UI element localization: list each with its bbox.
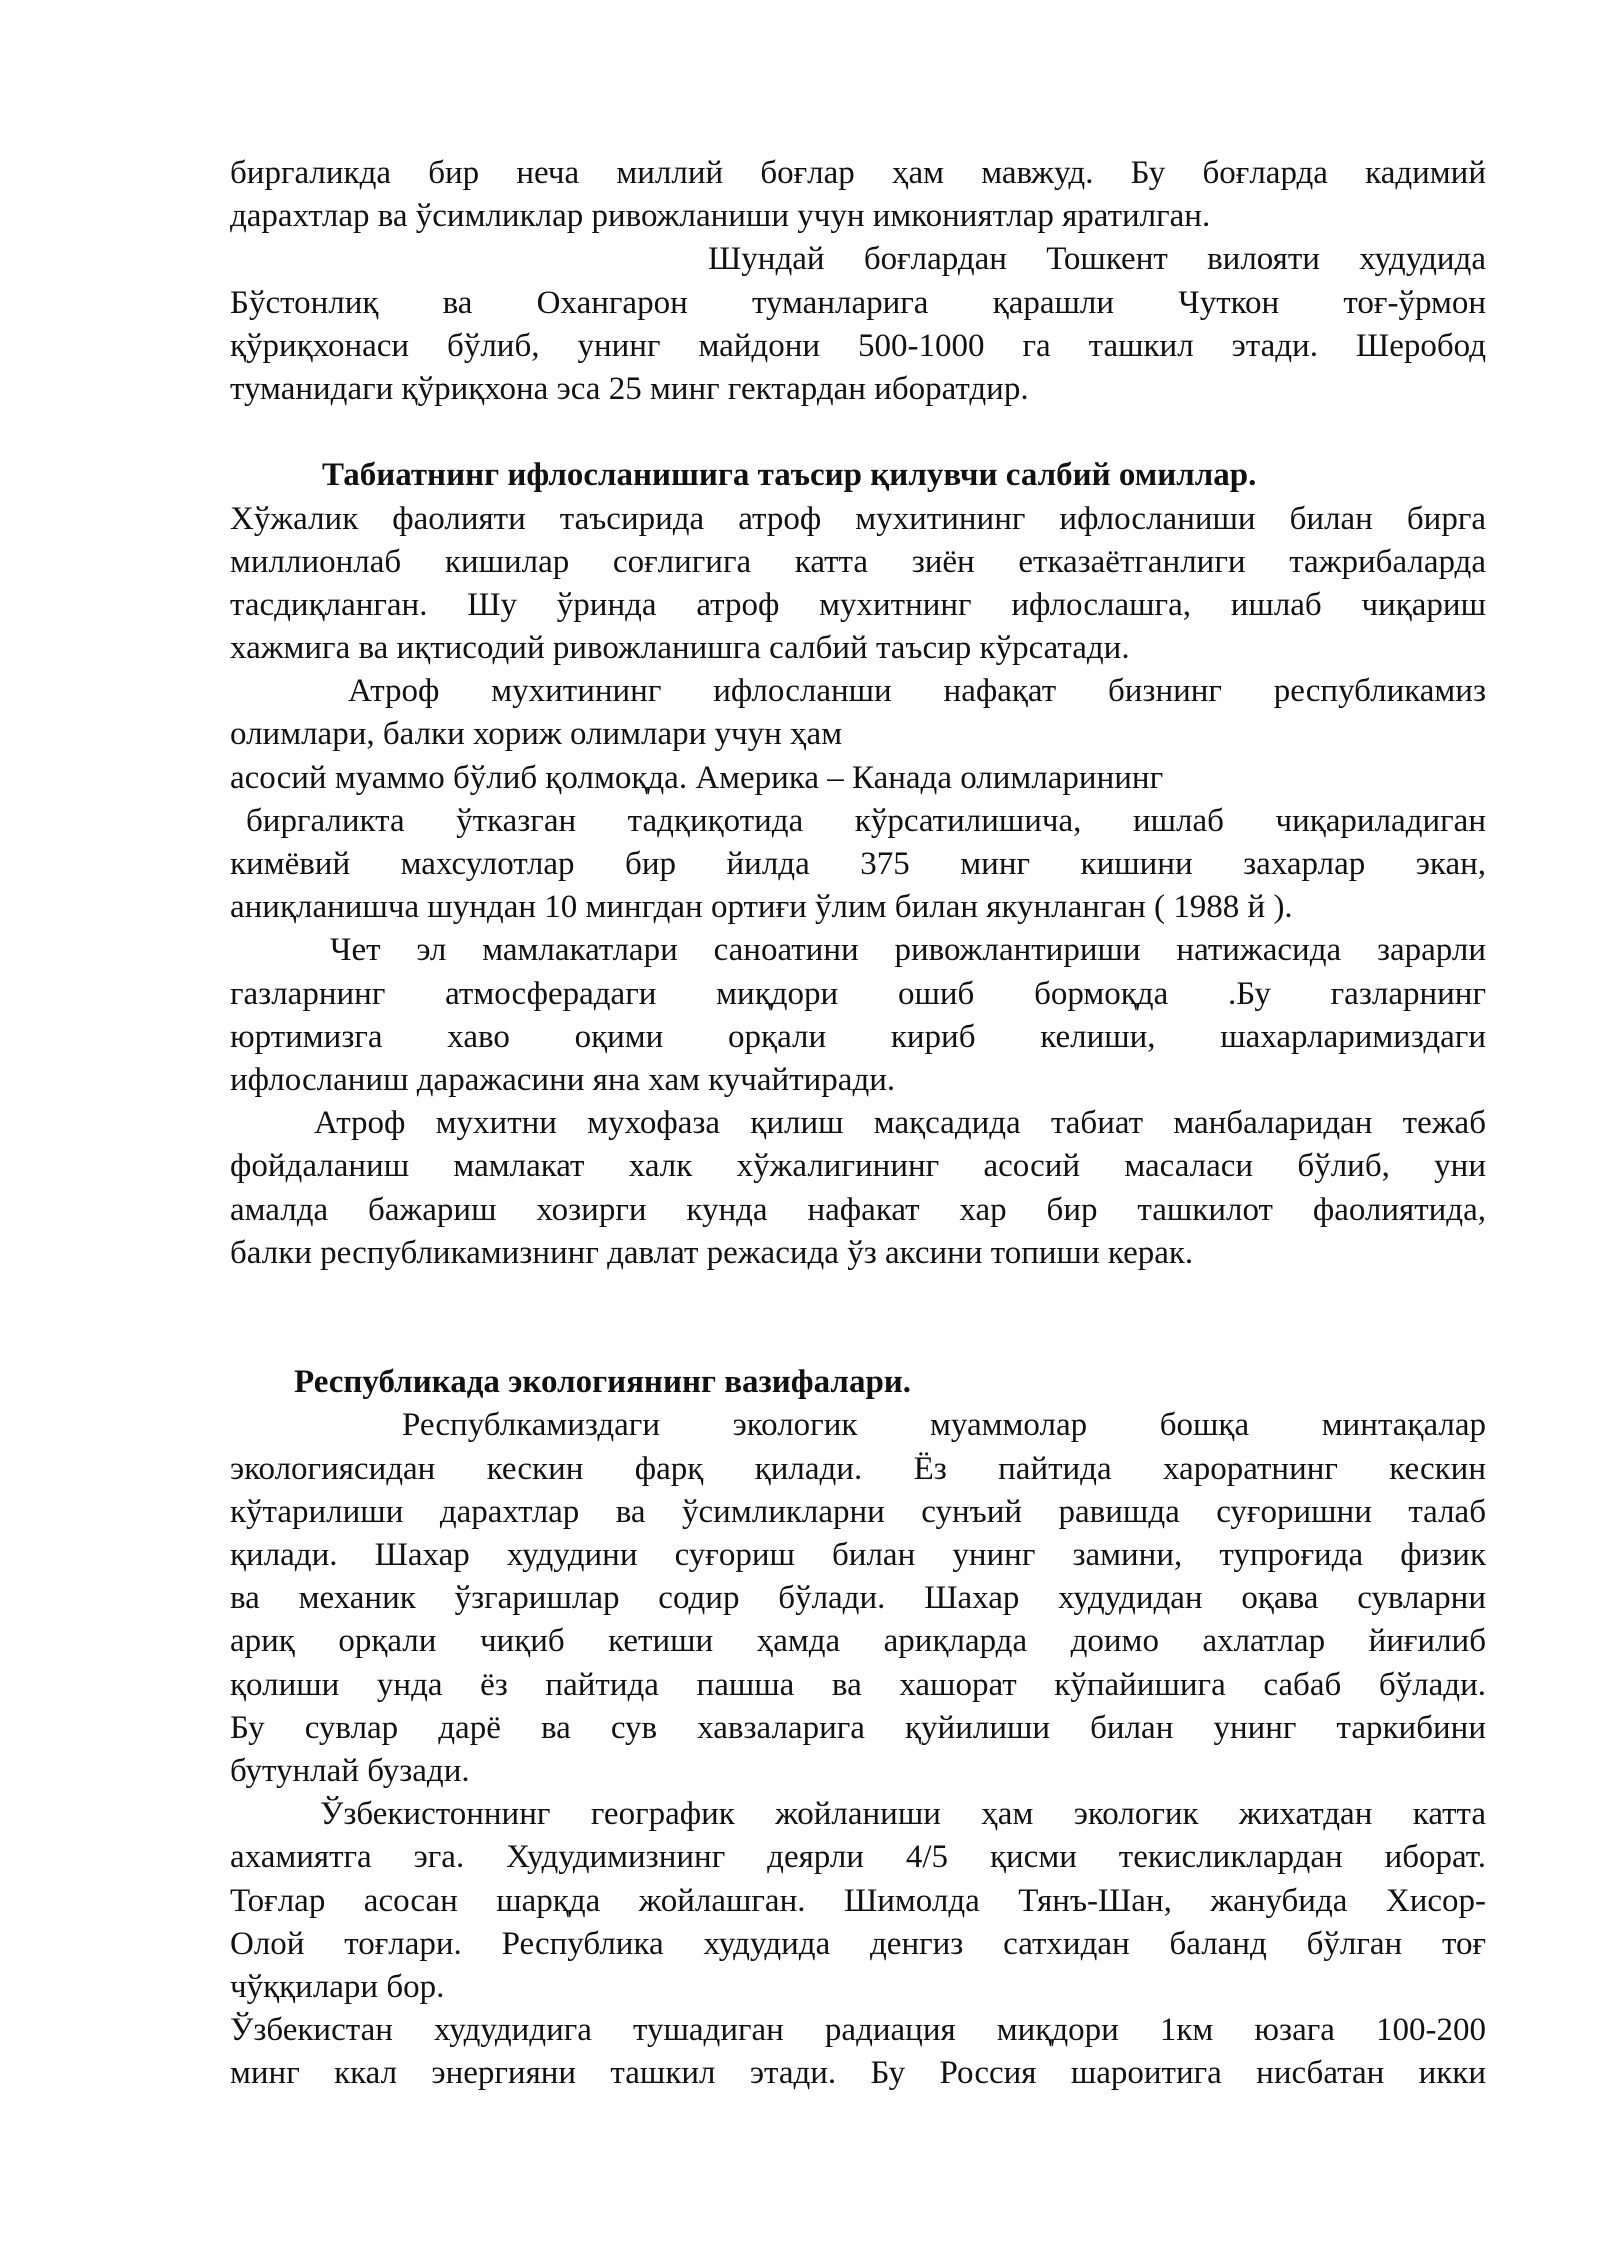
spacer — [230, 1275, 1486, 1361]
text-line: туманидаги қўриқхона эса 25 минг гектардан иборатдир. — [230, 370, 1029, 407]
paragraph — [230, 1102, 1486, 1275]
text-line: асосий муаммо бўлиб қолмоқда. Америка – Канада олимларининг — [230, 759, 1164, 796]
paragraph — [230, 1793, 1486, 2009]
text-line: Ўзбекистан худудидига тушадиган радиация миқдори 1км юзага 100-200 — [230, 2012, 1486, 2049]
text-line: минг ккал энергияни ташкил этади. Бу Россия шароитига нисбатан икки — [230, 2055, 1486, 2092]
paragraph — [230, 929, 1486, 1102]
text-line: Тоғлар асосан шарқда жойлашган. Шимолда Тянъ-Шан, жанубида Хисор- — [230, 1882, 1486, 1919]
text-line: қолиши унда ёз пайтида пашша ва хашорат кўпайишига сабаб бўлади. — [230, 1666, 1486, 1703]
text-line: қилади. Шахар худудини суғориш билан унинг замини, тупроғида физик — [230, 1537, 1486, 1574]
text-line: амалда бажариш хозирги кунда нафакат хар бир ташкилот фаолиятида, — [230, 1191, 1486, 1228]
text-line: газларнинг атмосферадаги миқдори ошиб бормоқда .Бу газларнинг — [230, 975, 1486, 1012]
spacer — [230, 411, 1486, 454]
text-line: кимёвий махсулотлар бир йилда 375 минг кишини захарлар экан, — [230, 846, 1486, 882]
text-line: ахамиятга эга. Худудимизнинг деярли 4/5 қисми текисликлардан иборат. — [230, 1839, 1486, 1876]
document-page — [230, 152, 1486, 2095]
text-line: Чет эл мамлакатлари саноатини ривожлантириши натижасида зарарли — [330, 932, 1486, 969]
text-line: кўтарилиши дарахтлар ва ўсимликларни сунъий равишда суғоришни талаб — [230, 1493, 1486, 1530]
text-line: биргаликта ўтказган тадқиқотида кўрсатилишича, ишлаб чиқариладиган — [246, 802, 1486, 839]
text-line: Бўстонлиқ ва Охангарон туманларига қарашли Чуткон тоғ-ўрмон — [230, 284, 1486, 321]
paragraph — [230, 670, 1486, 929]
text-line: қўриқхонаси бўлиб, унинг майдони 500-1000 га ташкил этади. Шеробод — [230, 327, 1486, 364]
text-line: Бу сувлар дарё ва сув хавзаларига қуйилиши билан унинг таркибини — [230, 1709, 1486, 1746]
paragraph — [230, 152, 1486, 238]
text-line: хажмига ва иқтисодий ривожланишга салбий таъсир кўрсатади. — [230, 630, 1130, 667]
paragraph — [230, 1404, 1486, 1793]
paragraph — [230, 2009, 1486, 2095]
text-line: Республкамиздаги экологик муаммолар бошқа минтақалар — [402, 1407, 1486, 1444]
text-line: Ўзбекистоннинг географик жойланиши ҳам экологик жихатдан катта — [320, 1796, 1486, 1833]
text-line: ифлосланиш даражасини яна хам кучайтиради. — [230, 1061, 896, 1098]
section-heading: Табиатнинг ифлосланишига таъсир қилувчи салбий омиллар. — [322, 457, 1257, 494]
text-line: экологиясидан кескин фарқ қилади. Ёз пайтида хароратнинг кескин — [230, 1450, 1486, 1487]
text-line: Хўжалик фаолияти таъсирида атроф мухитининг ифлосланиши билан бирга — [230, 500, 1486, 537]
text-line: фойдаланиш мамлакат халк хўжалигининг асосий масаласи бўлиб, уни — [230, 1148, 1486, 1185]
text-line: олимлари, балки хориж олимлари учун ҳам — [230, 716, 843, 753]
text-line: ариқ орқали чиқиб кетиши ҳамда ариқларда доимо ахлатлар йиғилиб — [230, 1623, 1486, 1660]
text-line: дарахтлар ва ўсимликлар ривожланиши учун имкониятлар яратилган. — [230, 198, 1211, 235]
text-line: тасдиқланган. Шу ўринда атроф мухитнинг ифлослашга, ишлаб чиқариш — [230, 586, 1486, 623]
text-line: балки республикамизнинг давлат режасида ўз аксини топиши керак. — [230, 1234, 1194, 1271]
text-line: ва механик ўзгаришлар содир бўлади. Шахар худудидан оқава сувларни — [230, 1580, 1486, 1617]
paragraph — [230, 238, 1486, 411]
text-line: аниқланишча шундан 10 мингдан ортиғи ўлим билан якунланган ( 1988 й ). — [230, 889, 1293, 926]
text-line: миллионлаб кишилар соғлигига катта зиён етказаётганлиги тажрибаларда — [230, 543, 1486, 580]
section-heading: Республикада экологиянинг вазифалари. — [294, 1364, 912, 1401]
text-line: Атроф мухитининг ифлосланши нафақат бизнинг республикамиз — [348, 673, 1486, 710]
text-line: Шундай боғлардан Тошкент вилояти худудида — [708, 241, 1486, 278]
paragraph — [230, 498, 1486, 671]
text-line: бутунлай бузади. — [230, 1752, 470, 1789]
text-line: чўққилари бор. — [230, 1968, 445, 2005]
text-line: юртимизга хаво оқими орқали кириб келиши, шахарларимиздаги — [230, 1018, 1486, 1055]
text-line: Атроф мухитни мухофаза қилиш мақсадида табиат манбаларидан тежаб — [314, 1105, 1486, 1142]
text-line: биргаликда бир неча миллий боғлар ҳам мавжуд. Бу боғларда кадимий — [230, 155, 1486, 191]
text-line: Олой тоғлари. Республика худудида денгиз сатхидан баланд бўлган тоғ — [230, 1925, 1486, 1962]
